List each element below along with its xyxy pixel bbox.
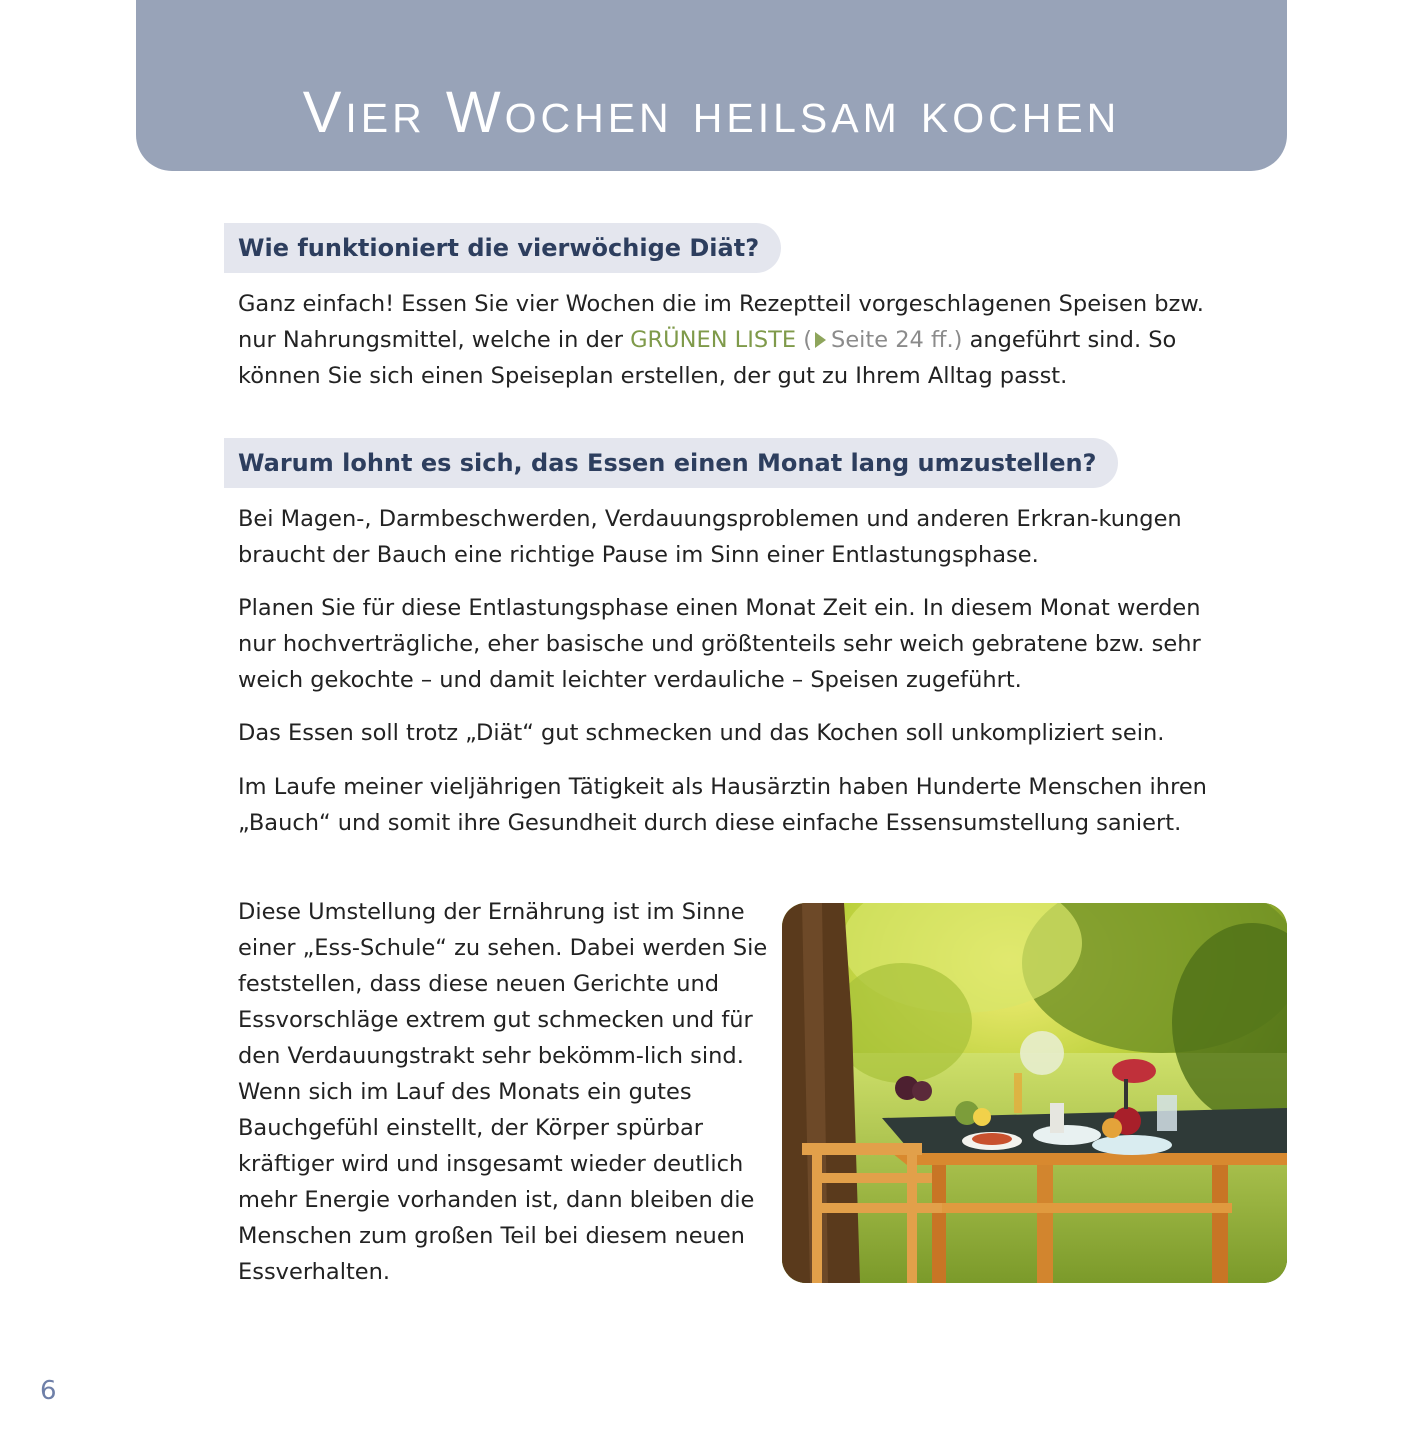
paren-open: ( — [796, 327, 813, 353]
page-reference[interactable]: Seite 24 ff.) — [831, 327, 963, 353]
paragraph-text: Ganz einfach! Essen Sie vier Wochen die im Rezeptteil vorgeschlagenen Speisen bzw. nur Nahrungsmittel, welche in der — [238, 291, 1204, 353]
page-title: Vier Wochen heilsam kochen — [302, 80, 1121, 145]
photo-illustration — [782, 903, 1287, 1283]
paragraph-why-3: Das Essen soll trotz „Diät“ gut schmecken und das Kochen soll unkompliziert sein. — [238, 720, 1165, 746]
paragraph-why-4: Im Laufe meiner vieljährigen Tätigkeit als Hausärztin haben Hunderte Menschen ihren „Bauch“ und somit ihre Gesundheit durch diese einfache Essensumstellung saniert. — [238, 774, 1207, 836]
play-triangle-icon — [815, 332, 826, 348]
paragraph-why-5: Diese Umstellung der Ernährung ist im Sinne einer „Ess-Schule“ zu sehen. Dabei werden Sie feststellen, dass diese neuen Gerichte und Essvorschläge extrem gut schmecken und für den Verdauungstrakt sehr bekömm-lich sind. Wenn sich im Lauf des Monats ein gutes Bauchgefühl einstellt, der Körper spürbar kräftiger wird und insgesamt wieder deutlich mehr Energie vorhanden ist, dann bleiben die Menschen zum großen Teil bei diesem neuen Essverhalten. — [238, 899, 768, 1285]
paragraph-text: angeführt sind. So können Sie sich einen Speiseplan erstellen, der gut zu Ihrem Alltag passt. — [238, 327, 1177, 389]
section-heading-diet: Wie funktioniert die vierwöchige Diät? — [224, 223, 781, 273]
paragraph-why-1: Bei Magen-, Darmbeschwerden, Verdauungsproblemen und anderen Erkran-kungen braucht der Bauch eine richtige Pause im Sinn einer Entlastungsphase. — [238, 506, 1182, 568]
paragraph-diet-intro — [238, 286, 1238, 394]
picnic-table-photo — [782, 903, 1287, 1283]
header-banner — [136, 0, 1287, 171]
page-number: 6 — [40, 1376, 57, 1406]
paragraph-why-2: Planen Sie für diese Entlastungsphase einen Monat Zeit ein. In diesem Monat werden nur hochverträgliche, eher basische und größtenteils sehr weich gebratene bzw. sehr weich gekochte – und damit leichter verdauliche – Speisen zugeführt. — [238, 595, 1201, 693]
green-list-link[interactable]: GRÜNEN LISTE — [630, 327, 797, 353]
section-heading-why: Warum lohnt es sich, das Essen einen Monat lang umzustellen? — [224, 438, 1118, 488]
